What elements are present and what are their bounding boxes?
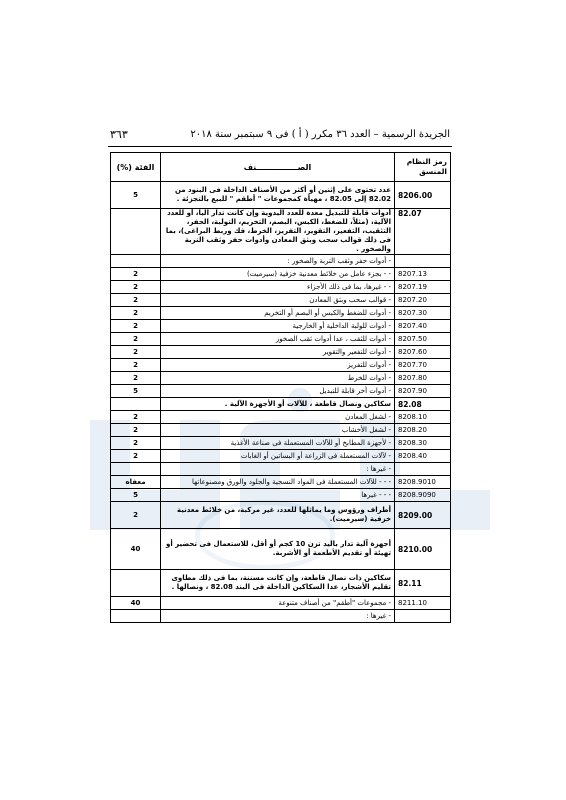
item-description: سكاكين ونصال قاطعة ، للآلات أو الأجهزة الآلية . — [161, 398, 395, 411]
duty-rate: 2 — [111, 346, 161, 359]
item-description: - - - غيرها — [161, 489, 395, 502]
table-row — [111, 570, 451, 597]
hs-code — [395, 255, 451, 268]
hs-code: 8208.9090 — [395, 489, 451, 502]
item-description: - - - للآلات المستعملة فى المواد النسجية والجلود والورق ومصنوعاتها — [161, 476, 395, 489]
duty-rate: 5 — [111, 182, 161, 209]
hs-code: 82.11 — [395, 570, 451, 597]
item-description: - - بجزء عامل من خلائط معدنية خزفية (سيرميت) — [161, 268, 395, 281]
duty-rate: 2 — [111, 450, 161, 463]
hs-code: 8207.70 — [395, 359, 451, 372]
table-row — [111, 502, 451, 529]
duty-rate — [111, 398, 161, 411]
table-row — [111, 411, 451, 424]
duty-rate: 2 — [111, 320, 161, 333]
duty-rate: 2 — [111, 502, 161, 529]
duty-rate: 40 — [111, 597, 161, 610]
duty-rate: 2 — [111, 294, 161, 307]
table-row — [111, 437, 451, 450]
hs-code: 8208.20 — [395, 424, 451, 437]
hs-code: 8208.30 — [395, 437, 451, 450]
item-description: - أدوات للتفعير والتقوير — [161, 346, 395, 359]
item-description: عدد تحتوى على إثنين أو أكثر من الأصناف الداخلة فى البنود من 82.02 إلى 82.05 ، مهيأة كمجموعات " أطقم " للبيع بالتجزئة . — [161, 182, 395, 209]
table-row — [111, 610, 451, 623]
table-row — [111, 372, 451, 385]
duty-rate — [111, 463, 161, 476]
item-description: أجهزة آلية تدار باليد تزن 10 كجم أو أقل، للاستعمال فى تحضير أو تهيئة أو تقديم الأطعمة أو الأشربة. — [161, 529, 395, 570]
tariff-table — [110, 152, 451, 623]
table-row — [111, 359, 451, 372]
duty-rate: 2 — [111, 424, 161, 437]
duty-rate: 2 — [111, 281, 161, 294]
duty-rate: 2 — [111, 268, 161, 281]
duty-rate — [111, 209, 161, 255]
duty-rate: 40 — [111, 529, 161, 570]
item-description: - أدوات للتفريز — [161, 359, 395, 372]
hs-code: 8207.19 — [395, 281, 451, 294]
table-row — [111, 489, 451, 502]
hs-code: 8207.40 — [395, 320, 451, 333]
item-description: - أدوات أخر قابلة للتبديل — [161, 385, 395, 398]
table-row — [111, 255, 451, 268]
hs-code: 8207.30 — [395, 307, 451, 320]
item-description: - لشغل الأخشاب — [161, 424, 395, 437]
item-description: - غيرها : — [161, 610, 395, 623]
item-description: أدوات قابلة للتبديل معدة للعدد اليدوية وإن كانت تدار آليا، أو للعدد الآلية، (مثلاً، للضغط، الكبس، البصم، التخريم، التولبة، الحفر، التثقيب، التفعير، التقوير، التفريز، الخرط، فك وربط البراغى)، بما فى ذلك قوالب سحب وبثق المعادن وأدوات حفر وثقب التربة والصخور . — [161, 209, 395, 255]
hs-code — [395, 610, 451, 623]
table-header-row — [111, 153, 451, 182]
page-header — [110, 126, 450, 144]
item-description: - غيرها : — [161, 463, 395, 476]
item-description: - أدوات للضغط والكبس أو البصم أو التخريم — [161, 307, 395, 320]
header-rate: الفئة (%) — [111, 153, 161, 182]
hs-code: 8211.10 — [395, 597, 451, 610]
item-description: - أدوات للخرط — [161, 372, 395, 385]
table-row — [111, 268, 451, 281]
item-description: أطراف ورؤوس وما يماثلها للعدد، غير مركبة، من خلائط معدنية خزفية (سيرميت). — [161, 502, 395, 529]
hs-code: 8207.50 — [395, 333, 451, 346]
table-row — [111, 320, 451, 333]
item-description: - أدوات حفر وثقب التربة والصخور : — [161, 255, 395, 268]
duty-rate — [111, 570, 161, 597]
table-row — [111, 307, 451, 320]
table-row — [111, 597, 451, 610]
duty-rate: 2 — [111, 411, 161, 424]
duty-rate: 2 — [111, 437, 161, 450]
table-row — [111, 294, 451, 307]
hs-code: 8207.80 — [395, 372, 451, 385]
table-row — [111, 209, 451, 255]
hs-code: 8207.13 — [395, 268, 451, 281]
hs-code: 8206.00 — [395, 182, 451, 209]
hs-code: 8207.90 — [395, 385, 451, 398]
duty-rate: 2 — [111, 333, 161, 346]
duty-rate: 5 — [111, 385, 161, 398]
hs-code: 8208.9010 — [395, 476, 451, 489]
hs-code: 8207.20 — [395, 294, 451, 307]
hs-code: 8209.00 — [395, 502, 451, 529]
hs-code: 82.08 — [395, 398, 451, 411]
hs-code: 8207.60 — [395, 346, 451, 359]
item-description: سكاكين ذات نصال قاطعة، وإن كانت مسننة، بما فى ذلك مطاوى تقليم الأشجار، عدا السكاكين الداخلة فى البند 82.08 ، ونصالها . — [161, 570, 395, 597]
duty-rate: 2 — [111, 307, 161, 320]
table-row — [111, 424, 451, 437]
hs-code: 8208.10 — [395, 411, 451, 424]
duty-rate — [111, 255, 161, 268]
page-number: ٣٦٣ — [110, 128, 128, 141]
duty-rate: معفاه — [111, 476, 161, 489]
duty-rate: 2 — [111, 359, 161, 372]
gazette-title: الجريدة الرسمية – العدد ٣٦ مكرر ( أ ) فى ٩ سبتمبر سنة ٢٠١٨ — [190, 129, 450, 140]
table-row — [111, 385, 451, 398]
header-description: الصـــــــــــــــنف — [161, 153, 395, 182]
hs-code — [395, 463, 451, 476]
item-description: - - غيرها، بما فى ذلك الأجزاء — [161, 281, 395, 294]
duty-rate — [111, 610, 161, 623]
item-description: - مجموعات "أطقم" من أصناف متنوعة — [161, 597, 395, 610]
header-code: رمز النظام المنسق — [395, 153, 451, 182]
table-row — [111, 281, 451, 294]
item-description: - أدوات للثقب ، عدا أدوات ثقب الصخور — [161, 333, 395, 346]
hs-code: 82.07 — [395, 209, 451, 255]
table-row — [111, 476, 451, 489]
item-description: - أدوات للولبة الداخلية أو الخارجية — [161, 320, 395, 333]
header-rule — [108, 146, 452, 147]
table-row — [111, 333, 451, 346]
duty-rate: 5 — [111, 489, 161, 502]
duty-rate: 2 — [111, 372, 161, 385]
hs-code: 8208.40 — [395, 450, 451, 463]
table-row — [111, 398, 451, 411]
hs-code: 8210.00 — [395, 529, 451, 570]
item-description: - قوالب سحب وبثق المعادن — [161, 294, 395, 307]
table-row — [111, 529, 451, 570]
table-row — [111, 463, 451, 476]
item-description: - لآلات المستعملة فى الزراعة أو البساتين أو الغابات — [161, 450, 395, 463]
item-description: - لشغل المعادن — [161, 411, 395, 424]
item-description: - لأجهزة المطابخ أو للآلات المستعملة فى صناعة الأغذية — [161, 437, 395, 450]
table-row — [111, 346, 451, 359]
table-row — [111, 182, 451, 209]
table-row — [111, 450, 451, 463]
